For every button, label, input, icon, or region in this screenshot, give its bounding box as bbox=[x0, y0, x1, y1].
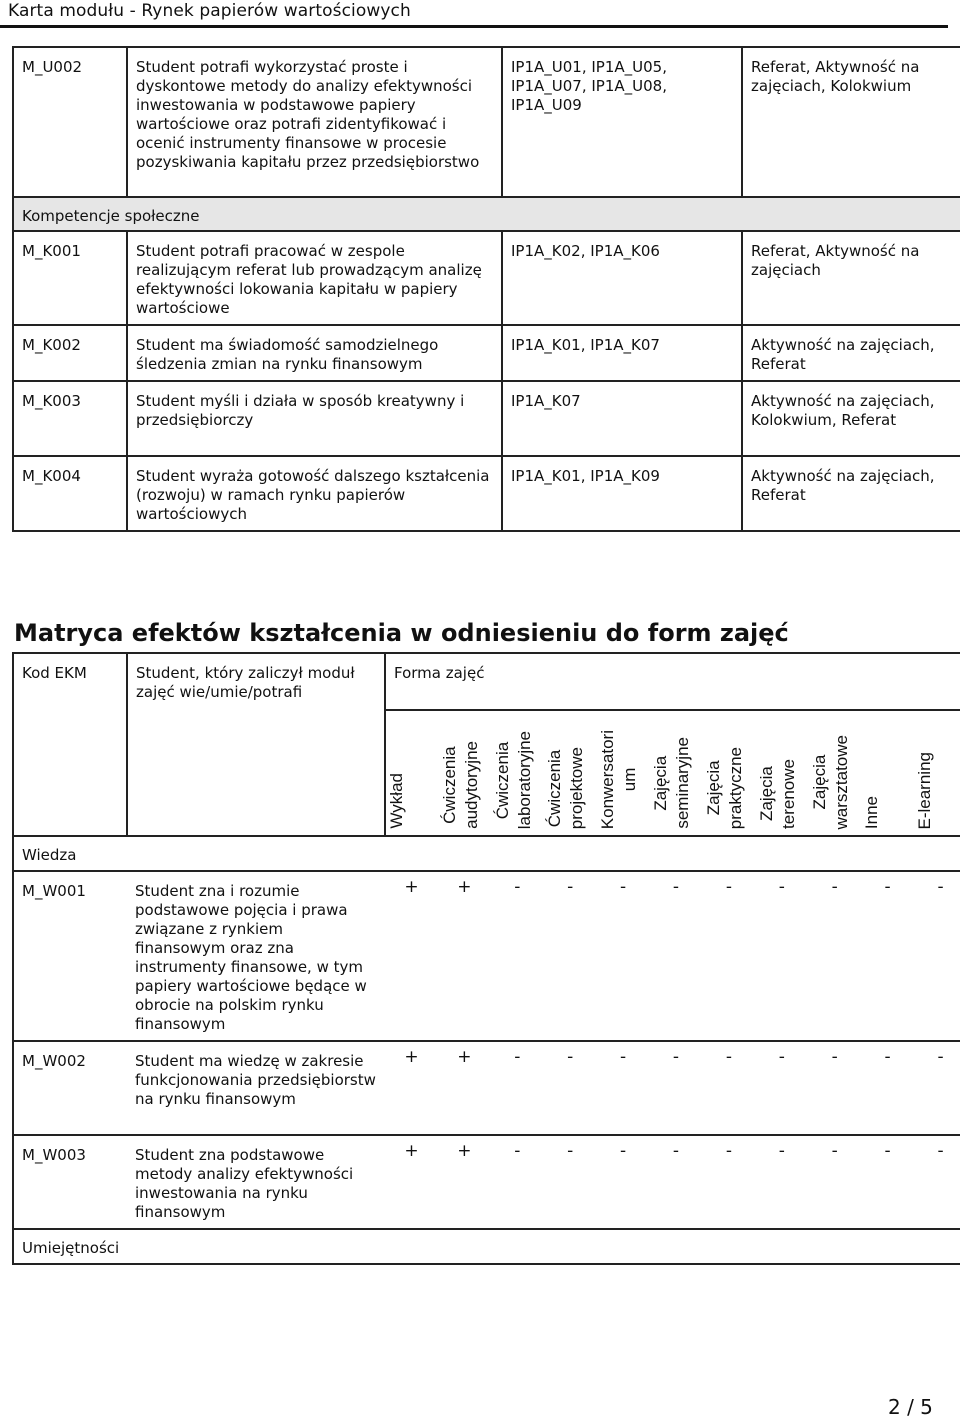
form-col bbox=[597, 711, 650, 835]
form-col bbox=[439, 711, 492, 835]
form-col bbox=[861, 711, 914, 835]
form-mark: - bbox=[778, 877, 785, 897]
form-mark: - bbox=[884, 1141, 891, 1161]
form-col bbox=[914, 711, 960, 835]
form-label: Ćwiczenia audytoryjne bbox=[439, 741, 481, 829]
learning-effects-table bbox=[12, 46, 960, 532]
effect-code: M_K002 bbox=[13, 325, 127, 381]
form-mark: - bbox=[672, 877, 680, 897]
form-mark: - bbox=[725, 1047, 732, 1067]
form-mark: - bbox=[672, 1047, 680, 1067]
form-mark: + bbox=[457, 1047, 472, 1067]
forms-header-cell bbox=[385, 710, 960, 836]
form-mark: - bbox=[514, 877, 521, 897]
matrix-header-row bbox=[13, 653, 960, 710]
marks-list bbox=[385, 1136, 960, 1162]
form-mark: - bbox=[514, 1047, 521, 1067]
table-row bbox=[13, 231, 960, 325]
section-row bbox=[13, 836, 960, 871]
form-mark: - bbox=[778, 1141, 785, 1161]
form-col bbox=[544, 711, 597, 835]
form-label: Zajęcia warsztatowe bbox=[809, 734, 851, 829]
form-label: Wykład bbox=[387, 773, 406, 829]
matrix-title: Matryca efektów kształcenia w odniesieniu do form zajęć bbox=[14, 619, 789, 647]
effect-description: Student myśli i działa w sposób kreatywny i przedsiębiorczy bbox=[127, 381, 502, 456]
form-col bbox=[756, 711, 809, 835]
header-divider bbox=[0, 25, 948, 28]
form-mark: - bbox=[672, 1141, 680, 1161]
form-marks bbox=[385, 1041, 960, 1135]
effect-code: M_W001 bbox=[13, 871, 127, 1041]
table-row bbox=[13, 456, 960, 531]
form-col bbox=[386, 711, 439, 835]
section-row bbox=[13, 197, 960, 231]
form-mark: - bbox=[725, 877, 732, 897]
form-col bbox=[492, 711, 545, 835]
table-row bbox=[13, 325, 960, 381]
table-row bbox=[13, 1135, 960, 1229]
effect-methods: Referat, Aktywność na zajęciach, Kolokwium bbox=[742, 47, 960, 197]
forms-list bbox=[386, 711, 960, 835]
form-label: Zajęcia terenowe bbox=[756, 759, 798, 829]
form-label: E-learning bbox=[915, 751, 935, 829]
table-row bbox=[13, 47, 960, 197]
marks-list bbox=[385, 1042, 960, 1068]
section-heading-umiejetnosci: Umiejętności bbox=[13, 1229, 960, 1264]
form-mark: - bbox=[567, 1047, 574, 1067]
matrix-head-code: Kod EKM bbox=[13, 653, 127, 836]
effect-description: Student potrafi pracować w zespole realizującym referat lub prowadzącym analizę efektywności lokowania kapitału w papiery wartościowe bbox=[127, 231, 502, 325]
effect-description: Student ma świadomość samodzielnego śledzenia zmian na rynku finansowym bbox=[127, 325, 502, 381]
form-mark: - bbox=[514, 1141, 521, 1161]
form-mark: - bbox=[937, 877, 944, 897]
section-heading-wiedza: Wiedza bbox=[13, 836, 960, 871]
effect-code: M_K001 bbox=[13, 231, 127, 325]
form-mark: - bbox=[831, 1141, 838, 1161]
form-col bbox=[703, 711, 756, 835]
effect-description: Student ma wiedzę w zakresie funkcjonowania przedsiębiorstw na rynku finansowym bbox=[127, 1041, 385, 1135]
form-mark: - bbox=[567, 1141, 574, 1161]
page-number: 2 / 5 bbox=[888, 1395, 933, 1419]
form-mark: - bbox=[725, 1141, 732, 1161]
form-mark: - bbox=[937, 1141, 944, 1161]
module-card-title: Karta modułu - Rynek papierów wartościowych bbox=[8, 1, 411, 21]
effect-description: Student wyraża gotowość dalszego kształcenia (rozwoju) w ramach rynku papierów wartościowych bbox=[127, 456, 502, 531]
table-row bbox=[13, 871, 960, 1041]
form-marks bbox=[385, 871, 960, 1041]
marks-list bbox=[385, 872, 960, 898]
form-label: Konwersatori um bbox=[598, 729, 640, 829]
table-row bbox=[13, 1041, 960, 1135]
form-label: Zajęcia seminaryjne bbox=[651, 737, 693, 829]
section-row bbox=[13, 1229, 960, 1264]
effect-methods: Aktywność na zajęciach, Referat bbox=[742, 325, 960, 381]
form-mark: - bbox=[937, 1047, 944, 1067]
effect-code: M_K003 bbox=[13, 381, 127, 456]
form-mark: + bbox=[404, 1047, 419, 1067]
form-mark: - bbox=[778, 1047, 785, 1067]
effect-refs: IP1A_K02, IP1A_K06 bbox=[502, 231, 742, 325]
effect-code: M_W002 bbox=[13, 1041, 127, 1135]
effect-methods: Aktywność na zajęciach, Kolokwium, Referat bbox=[742, 381, 960, 456]
effect-code: M_K004 bbox=[13, 456, 127, 531]
effect-refs: IP1A_U01, IP1A_U05, IP1A_U07, IP1A_U08, IP1A_U09 bbox=[502, 47, 742, 197]
effect-code: M_W003 bbox=[13, 1135, 127, 1229]
matrix-head-student: Student, który zaliczył moduł zajęć wie/umie/potrafi bbox=[127, 653, 385, 836]
form-mark: - bbox=[620, 877, 627, 897]
effects-forms-matrix bbox=[12, 652, 960, 1265]
effect-refs: IP1A_K01, IP1A_K09 bbox=[502, 456, 742, 531]
effect-description: Student potrafi wykorzystać proste i dyskontowe metody do analizy efektywności inwestowania w podstawowe papiery wartościowe oraz potrafi zidentyfikować i ocenić instrumenty finansowe w procesie pozyskiwania kapitału przez przedsiębiorstwo bbox=[127, 47, 502, 197]
form-marks bbox=[385, 1135, 960, 1229]
form-mark: - bbox=[620, 1141, 627, 1161]
form-col bbox=[650, 711, 703, 835]
form-mark: - bbox=[831, 1047, 838, 1067]
effect-methods: Referat, Aktywność na zajęciach bbox=[742, 231, 960, 325]
form-label: Ćwiczenia projektowe bbox=[545, 746, 587, 829]
form-col bbox=[809, 711, 862, 835]
effect-description: Student zna podstawowe metody analizy efektywności inwestowania na rynku finansowym bbox=[127, 1135, 385, 1229]
form-label: Zajęcia praktyczne bbox=[703, 746, 745, 829]
form-label: Inne bbox=[862, 795, 882, 829]
section-heading-kompetencje: Kompetencje społeczne bbox=[13, 197, 960, 231]
effect-code: M_U002 bbox=[13, 47, 127, 197]
form-mark: + bbox=[457, 877, 472, 897]
table-row bbox=[13, 381, 960, 456]
effect-refs: IP1A_K07 bbox=[502, 381, 742, 456]
form-mark: + bbox=[404, 1141, 419, 1161]
matrix-head-forms: Forma zajęć bbox=[385, 653, 960, 710]
form-mark: - bbox=[620, 1047, 627, 1067]
form-mark: - bbox=[884, 877, 891, 897]
form-mark: - bbox=[567, 877, 574, 897]
form-label: Ćwiczenia laboratoryjne bbox=[492, 730, 534, 829]
form-mark: + bbox=[457, 1141, 472, 1161]
form-mark: - bbox=[831, 877, 838, 897]
effect-methods: Aktywność na zajęciach, Referat bbox=[742, 456, 960, 531]
form-mark: + bbox=[404, 877, 419, 897]
effect-refs: IP1A_K01, IP1A_K07 bbox=[502, 325, 742, 381]
form-mark: - bbox=[884, 1047, 891, 1067]
effect-description: Student zna i rozumie podstawowe pojęcia i prawa związane z rynkiem finansowym oraz zna instrumenty finansowe, w tym papiery wartościowe będące w obrocie na polskim rynku finansowym bbox=[127, 871, 385, 1041]
